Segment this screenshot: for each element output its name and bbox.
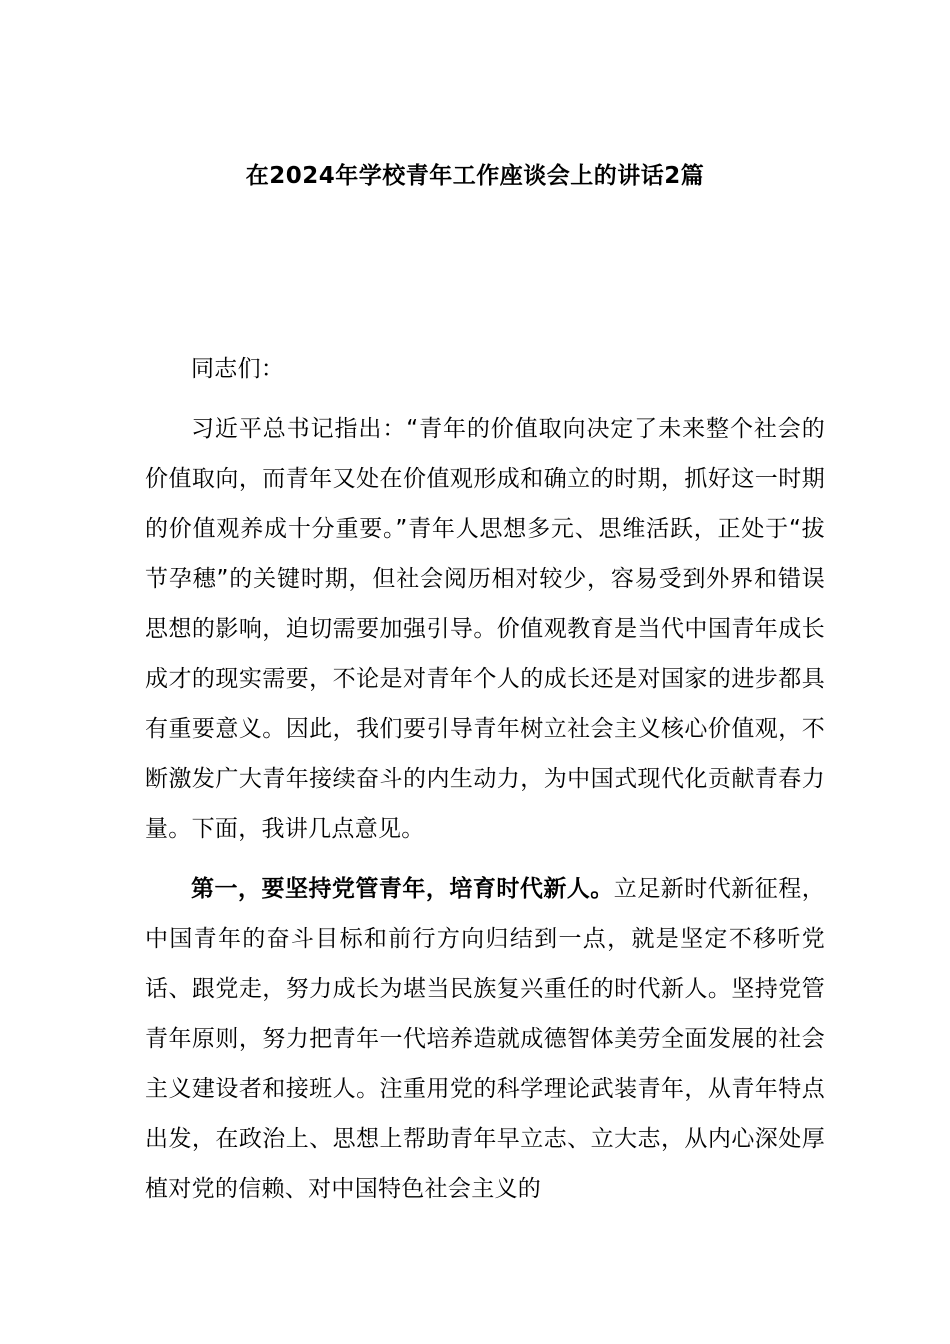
document-title: 在2024年学校青年工作座谈会上的讲话2篇 — [245, 163, 705, 189]
document-body — [145, 344, 825, 1224]
paragraph-2-body: 立足新时代新征程，中国青年的奋斗目标和前行方向归结到一点，就是坚定不移听党话、跟党走，努力成长为堪当民族复兴重任的时代新人。坚持党管青年原则，努力把青年一代培养造就成德智体美劳全面发展的社会主义建设者和接班人。注重用党的科学理论武装青年，从青年特点出发，在政治上、思想上帮助青年早立志、立大志，从内心深处厚植对党的信赖、对中国特色社会主义的 — [145, 876, 826, 1202]
paragraph-2 — [145, 864, 825, 1214]
paragraph-2-lead: 第一，要坚持党管青年，培育时代新人。 — [191, 876, 614, 902]
salutation: 同志们： — [191, 356, 285, 382]
paragraph-1: 习近平总书记指出：“青年的价值取向决定了未来整个社会的价值取向，而青年又处在价值观形成和确立的时期，抓好这一时期的价值观养成十分重要。”青年人思想多元、思维活跃，正处于“拔节孕穗”的关键时期，但社会阅历相对较少，容易受到外界和错误思想的影响，迫切需要加强引导。价值观教育是当代中国青年成长成才的现实需要，不论是对青年个人的成长还是对国家的进步都具有重要意义。因此，我们要引导青年树立社会主义核心价值观，不断激发广大青年接续奋斗的内生动力，为中国式现代化贡献青春力量。下面，我讲几点意见。 — [145, 416, 825, 842]
